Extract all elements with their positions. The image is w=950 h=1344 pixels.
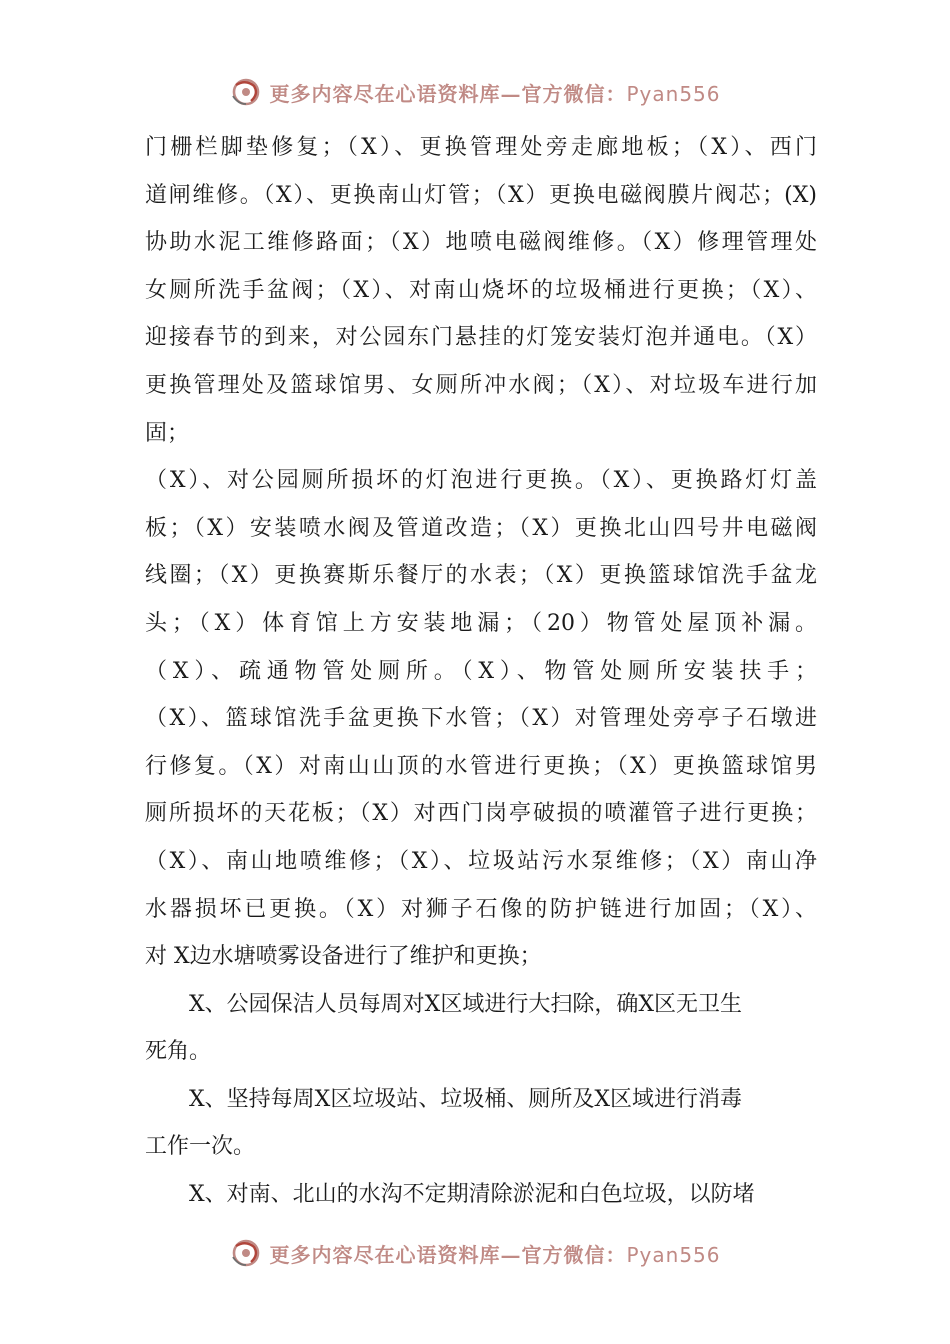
footer-watermark [0,1233,950,1273]
body-line: （X）、对公园厕所损坏的灯泡进行更换。（X）、更换路灯灯盖 [145,468,817,494]
body-line: X、坚持每周X区垃圾站、垃圾桶、厕所及X区域进行消毒 [189,1086,742,1112]
swirl-logo-icon [229,1236,263,1270]
body-line: 对 X边水塘喷雾设备进行了维护和更换； [145,944,542,970]
body-line: X、对南、北山的水沟不定期清除淤泥和白色垃圾，以防堵 [189,1182,755,1208]
body-line: 迎接春节的到来，对公园东门悬挂的灯笼安装灯泡并通电。（X） [145,325,817,351]
body-line: 女厕所洗手盆阀；（X）、对南山烧坏的垃圾桶进行更换；（X）、 [145,277,817,303]
body-line: 线圈；（X）更换赛斯乐餐厅的水表；（X）更换篮球馆洗手盆龙 [145,563,817,589]
header-watermark [0,72,950,112]
body-line: X、公园保洁人员每周对X区域进行大扫除，确X区无卫生 [189,991,742,1017]
document-body [145,124,825,1219]
body-line: （X）、南山地喷维修；（X）、垃圾站污水泵维修；（X）南山净 [145,848,817,874]
body-line: 行修复。（X）对南山山顶的水管进行更换；（X）更换篮球馆男 [145,753,817,779]
body-line: 更换管理处及篮球馆男、女厕所冲水阀；（X）、对垃圾车进行加 [145,372,817,398]
body-line: 厕所损坏的天花板；（X）对西门岗亭破损的喷灌管子进行更换； [145,801,817,827]
body-line: 工作一次。 [145,1134,256,1160]
body-line: 门栅栏脚垫修复；（X）、更换管理处旁走廊地板；（X）、西门 [145,135,817,160]
body-line: 头；（X）体育馆上方安装地漏；（20）物管处屋顶补漏。 [145,610,817,636]
watermark-text: 更多内容尽在心语资料库—官方微信：Pyan556 [269,81,721,106]
body-line: （X）、疏通物管处厕所。（X）、物管处厕所安装扶手； [145,658,817,684]
body-line: （X）、篮球馆洗手盆更换下水管；（X）对管理处旁亭子石墩进 [145,706,817,732]
body-line: 协助水泥工维修路面；（X）地喷电磁阀维修。（X）修理管理处 [145,230,817,256]
swirl-logo-icon [229,75,263,109]
body-line: 死角。 [145,1039,212,1065]
watermark-text: 更多内容尽在心语资料库—官方微信：Pyan556 [269,1242,721,1267]
body-line: 固； [145,420,190,446]
body-line: 水器损坏已更换。（X）对狮子石像的防护链进行加固；（X）、 [145,896,817,922]
body-line: 板；（X）安装喷水阀及管道改造；（X）更换北山四号井电磁阀 [145,515,817,541]
body-line: 道闸维修。（X）、更换南山灯管；（X）更换电磁阀膜片阀芯；(X) [145,182,817,208]
